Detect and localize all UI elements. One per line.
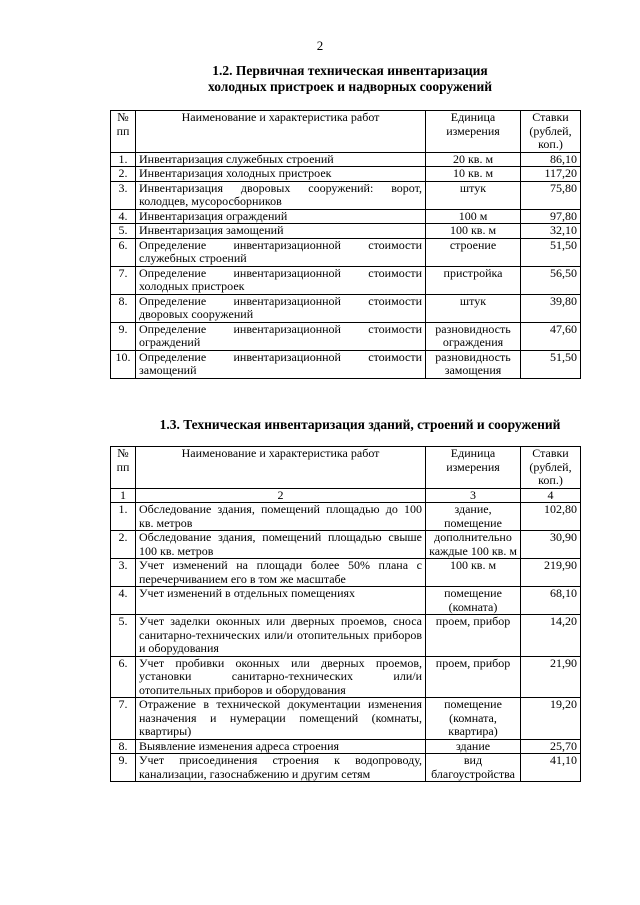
row-num: 2. bbox=[111, 167, 136, 182]
row-unit: строение bbox=[426, 238, 521, 266]
row-num: 10. bbox=[111, 350, 136, 378]
row-num: 9. bbox=[111, 322, 136, 350]
row-name: Отражение в технической документации изменения назначения и нумерации помещений (комнаты, квартиры) bbox=[136, 698, 426, 740]
row-num: 8. bbox=[111, 739, 136, 754]
section1-title-line1: 1.2. Первичная техническая инвентаризация bbox=[212, 63, 488, 78]
row-num: 5. bbox=[111, 224, 136, 239]
table-row bbox=[111, 503, 581, 531]
header-name: Наименование и характеристика работ bbox=[136, 111, 426, 153]
section1-title-line2: холодных пристроек и надворных сооружений bbox=[207, 79, 492, 94]
table-row bbox=[111, 266, 581, 294]
row-price: 51,50 bbox=[521, 350, 581, 378]
row-name: Инвентаризация дворовых сооружений: ворот, колодцев, мусоросборников bbox=[136, 181, 426, 209]
row-num: 2. bbox=[111, 531, 136, 559]
row-unit: помещение (комната) bbox=[426, 587, 521, 615]
row-unit: вид благоустройства bbox=[426, 754, 521, 782]
row-name: Инвентаризация ограждений bbox=[136, 209, 426, 224]
row-num: 1. bbox=[111, 503, 136, 531]
row-unit: разновидность ограждения bbox=[426, 322, 521, 350]
table-row bbox=[111, 209, 581, 224]
row-name: Определение инвентаризационной стоимости ограждений bbox=[136, 322, 426, 350]
header-name: Наименование и характеристика работ bbox=[136, 447, 426, 489]
section2-title: 1.3. Техническая инвентаризация зданий, строений и сооружений bbox=[159, 417, 561, 432]
row-price: 75,80 bbox=[521, 181, 581, 209]
section1-title bbox=[100, 63, 600, 95]
row-num: 9. bbox=[111, 754, 136, 782]
colnum-3: 3 bbox=[426, 488, 521, 503]
row-unit: штук bbox=[426, 294, 521, 322]
colnum-1: 1 bbox=[111, 488, 136, 503]
row-price: 25,70 bbox=[521, 739, 581, 754]
colnum-2: 2 bbox=[136, 488, 426, 503]
row-name: Определение инвентаризационной стоимости служебных строений bbox=[136, 238, 426, 266]
row-unit: 20 кв. м bbox=[426, 152, 521, 167]
table-row bbox=[111, 181, 581, 209]
table-header-row bbox=[111, 111, 581, 153]
table-row bbox=[111, 167, 581, 182]
table-row bbox=[111, 224, 581, 239]
row-name: Определение инвентаризационной стоимости дворовых сооружений bbox=[136, 294, 426, 322]
row-unit: 100 кв. м bbox=[426, 224, 521, 239]
section2-table bbox=[110, 446, 581, 782]
row-num: 8. bbox=[111, 294, 136, 322]
row-unit: проем, прибор bbox=[426, 656, 521, 698]
row-price: 97,80 bbox=[521, 209, 581, 224]
table-row bbox=[111, 656, 581, 698]
row-unit: штук bbox=[426, 181, 521, 209]
column-number-row bbox=[111, 488, 581, 503]
row-price: 30,90 bbox=[521, 531, 581, 559]
row-name: Учет присоединения строения к водопроводу, канализации, газоснабжению и другим сетям bbox=[136, 754, 426, 782]
row-unit: 100 м bbox=[426, 209, 521, 224]
row-num: 6. bbox=[111, 656, 136, 698]
row-unit: здание bbox=[426, 739, 521, 754]
row-num: 6. bbox=[111, 238, 136, 266]
row-unit: разновидность замощения bbox=[426, 350, 521, 378]
table-row bbox=[111, 698, 581, 740]
row-unit: дополнительно каждые 100 кв. м bbox=[426, 531, 521, 559]
row-num: 4. bbox=[111, 587, 136, 615]
table-row bbox=[111, 238, 581, 266]
table-row bbox=[111, 615, 581, 657]
row-price: 68,10 bbox=[521, 587, 581, 615]
row-num: 3. bbox=[111, 559, 136, 587]
section1-table bbox=[110, 110, 581, 379]
row-name: Определение инвентаризационной стоимости холодных пристроек bbox=[136, 266, 426, 294]
table-row bbox=[111, 587, 581, 615]
row-price: 41,10 bbox=[521, 754, 581, 782]
row-num: 4. bbox=[111, 209, 136, 224]
row-price: 47,60 bbox=[521, 322, 581, 350]
row-name: Инвентаризация замощений bbox=[136, 224, 426, 239]
row-unit: помещение (комната, квартира) bbox=[426, 698, 521, 740]
row-name: Учет изменений в отдельных помещениях bbox=[136, 587, 426, 615]
row-price: 102,80 bbox=[521, 503, 581, 531]
row-name: Учет изменений на площади более 50% плана с перечерчиванием его в том же масштабе bbox=[136, 559, 426, 587]
table-header-row bbox=[111, 447, 581, 489]
row-price: 14,20 bbox=[521, 615, 581, 657]
row-name: Инвентаризация холодных пристроек bbox=[136, 167, 426, 182]
table-row bbox=[111, 559, 581, 587]
table-row bbox=[111, 294, 581, 322]
row-price: 117,20 bbox=[521, 167, 581, 182]
header-unit: Единица измерения bbox=[426, 111, 521, 153]
row-num: 3. bbox=[111, 181, 136, 209]
row-price: 21,90 bbox=[521, 656, 581, 698]
row-name: Обследование здания, помещений площадью свыше 100 кв. метров bbox=[136, 531, 426, 559]
row-unit: пристройка bbox=[426, 266, 521, 294]
table-row bbox=[111, 739, 581, 754]
table-row bbox=[111, 152, 581, 167]
header-num: № пп bbox=[111, 447, 136, 489]
row-price: 51,50 bbox=[521, 238, 581, 266]
row-price: 86,10 bbox=[521, 152, 581, 167]
row-unit: 100 кв. м bbox=[426, 559, 521, 587]
header-price: Ставки (рублей, коп.) bbox=[521, 447, 581, 489]
table-row bbox=[111, 531, 581, 559]
row-name: Обследование здания, помещений площадью до 100 кв. метров bbox=[136, 503, 426, 531]
table-row bbox=[111, 350, 581, 378]
row-name: Определение инвентаризационной стоимости замощений bbox=[136, 350, 426, 378]
row-price: 32,10 bbox=[521, 224, 581, 239]
table-row bbox=[111, 322, 581, 350]
row-name: Учет пробивки оконных или дверных проемов, установки санитарно-технических или/и отопительных приборов и оборудования bbox=[136, 656, 426, 698]
row-num: 7. bbox=[111, 266, 136, 294]
colnum-4: 4 bbox=[521, 488, 581, 503]
row-price: 219,90 bbox=[521, 559, 581, 587]
header-unit: Единица измерения bbox=[426, 447, 521, 489]
header-num: № пп bbox=[111, 111, 136, 153]
row-num: 7. bbox=[111, 698, 136, 740]
row-price: 56,50 bbox=[521, 266, 581, 294]
row-unit: проем, прибор bbox=[426, 615, 521, 657]
row-price: 39,80 bbox=[521, 294, 581, 322]
row-name: Инвентаризация служебных строений bbox=[136, 152, 426, 167]
page-number: 2 bbox=[316, 38, 324, 53]
row-num: 5. bbox=[111, 615, 136, 657]
row-name: Выявление изменения адреса строения bbox=[136, 739, 426, 754]
row-unit: 10 кв. м bbox=[426, 167, 521, 182]
row-num: 1. bbox=[111, 152, 136, 167]
row-unit: здание, помещение bbox=[426, 503, 521, 531]
table-row bbox=[111, 754, 581, 782]
row-name: Учет заделки оконных или дверных проемов, сноса санитарно-технических или/и отопительных приборов и оборудования bbox=[136, 615, 426, 657]
row-price: 19,20 bbox=[521, 698, 581, 740]
header-price: Ставки (рублей, коп.) bbox=[521, 111, 581, 153]
